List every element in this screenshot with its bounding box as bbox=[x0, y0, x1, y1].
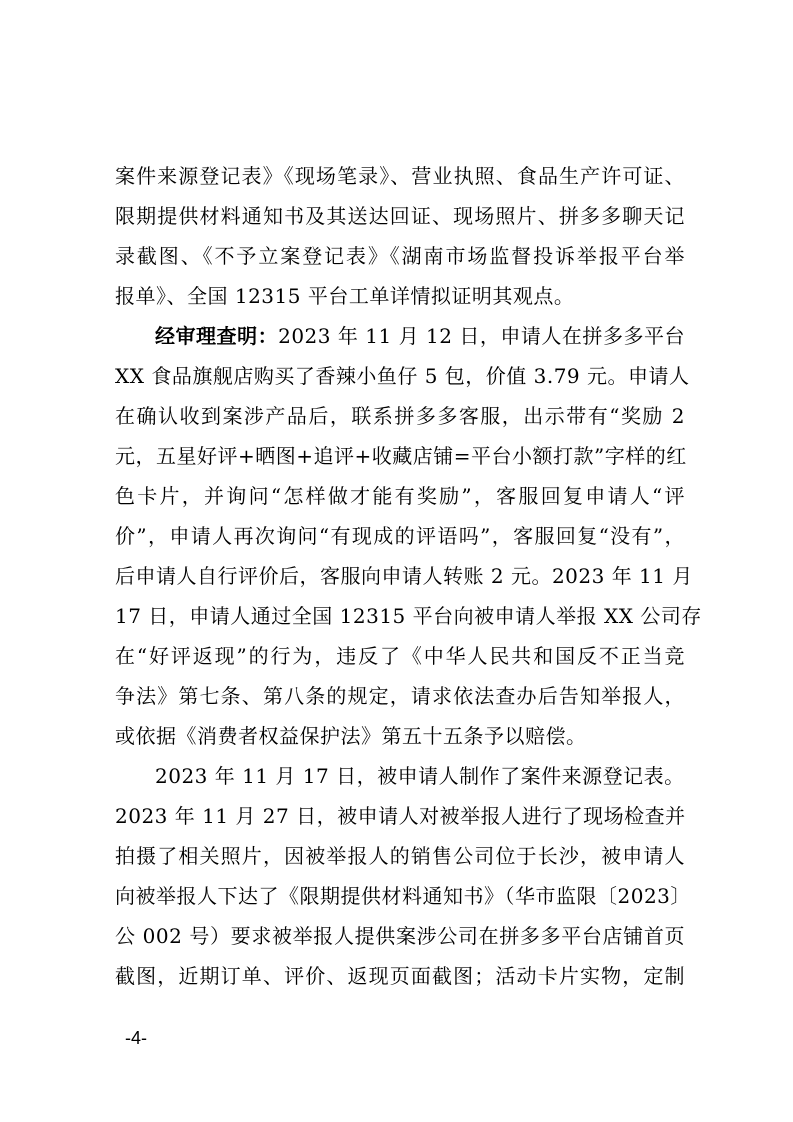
paragraph-3-line-5: 公 002 号）要求被举报人提供案涉公司在拼多多平台店铺首页 bbox=[115, 924, 685, 948]
paragraph-2-line-2: XX 食品旗舰店购买了香辣小鱼仔 5 包，价值 3.79 元。申请人 bbox=[115, 364, 690, 388]
paragraph-2-line-6: 价”，申请人再次询问“有现成的评语吗”，客服回复“没有”， bbox=[115, 524, 685, 548]
paragraph-1-line-3: 录截图、《不予立案登记表》《湖南市场监督投诉举报平台举 bbox=[115, 244, 685, 268]
paragraph-2-lead: 经审理查明： bbox=[155, 324, 279, 348]
paragraph-1-line-2: 限期提供材料通知书及其送达回证、现场照片、拼多多聊天记 bbox=[115, 204, 685, 228]
paragraph-2-line-1 bbox=[155, 323, 685, 349]
paragraph-3-line-3: 拍摄了相关照片，因被举报人的销售公司位于长沙，被申请人 bbox=[115, 844, 685, 868]
page-number: -4- bbox=[125, 1028, 147, 1048]
paragraph-1-line-1: 案件来源登记表》《现场笔录》、营业执照、食品生产许可证、 bbox=[115, 164, 685, 188]
paragraph-2-line-3: 在确认收到案涉产品后，联系拼多多客服，出示带有“奖励 2 bbox=[115, 404, 685, 428]
paragraph-3-line-2: 2023 年 11 月 27 日，被申请人对被举报人进行了现场检查并 bbox=[115, 804, 686, 828]
paragraph-1-line-4: 报单》、全国 12315 平台工单详情拟证明其观点。 bbox=[115, 284, 575, 308]
paragraph-2-line-1-text: 2023 年 11 月 12 日，申请人在拼多多平台 bbox=[278, 324, 685, 348]
paragraph-2-line-10: 争法》第七条、第八条的规定，请求依法查办后告知举报人， bbox=[115, 684, 685, 708]
paragraph-2-line-11: 或依据《消费者权益保护法》第五十五条予以赔偿。 bbox=[115, 724, 587, 748]
paragraph-3-line-6: 截图，近期订单、评价、返现页面截图；活动卡片实物，定制 bbox=[115, 964, 685, 988]
paragraph-2-line-8: 17 日，申请人通过全国 12315 平台向被申请人举报 XX 公司存 bbox=[115, 604, 702, 628]
paragraph-3-line-4: 向被举报人下达了《限期提供材料通知书》（华市监限〔2023〕 bbox=[115, 884, 691, 908]
paragraph-2-line-5: 色卡片，并询问“怎样做才能有奖励”，客服回复申请人“评 bbox=[115, 484, 685, 508]
paragraph-2-line-9: 在“好评返现”的行为，违反了《中华人民共和国反不正当竞 bbox=[115, 644, 685, 668]
paragraph-2-line-7: 后申请人自行评价后，客服向申请人转账 2 元。2023 年 11 月 bbox=[115, 564, 693, 588]
paragraph-3-line-1: 2023 年 11 月 17 日，被申请人制作了案件来源登记表。 bbox=[155, 764, 685, 788]
paragraph-2-line-4: 元，五星好评+晒图+追评+收藏店铺=平台小额打款”字样的红 bbox=[115, 444, 687, 468]
